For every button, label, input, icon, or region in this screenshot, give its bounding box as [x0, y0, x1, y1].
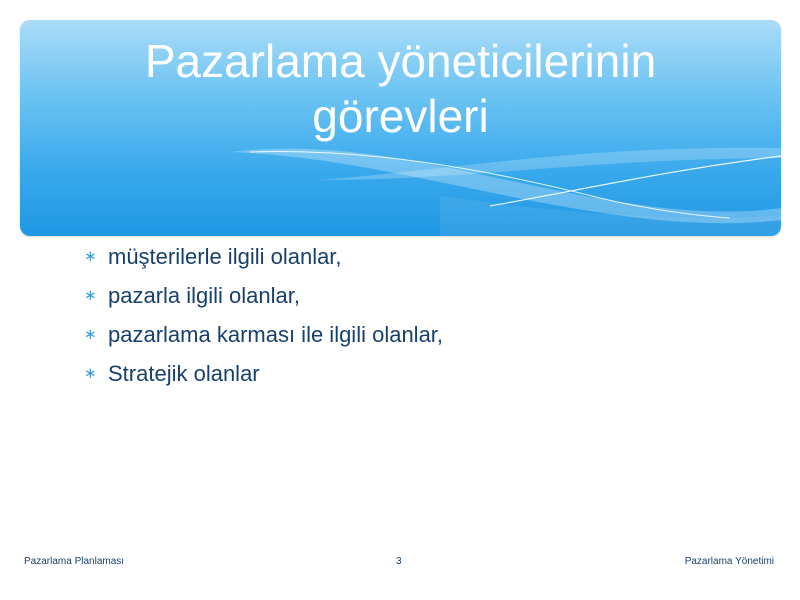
slide-title-line-1: Pazarlama yöneticilerinin [144, 35, 657, 87]
bullet-text: müşterilerle ilgili olanlar, [108, 244, 342, 269]
asterisk-bullet-icon: ∗ [84, 248, 97, 265]
footer-right-text: Pazarlama Yönetimi [684, 556, 774, 567]
bullet-list [84, 241, 764, 397]
bullet-text: pazarla ilgili olanlar, [108, 283, 300, 308]
title-banner [20, 20, 781, 236]
asterisk-bullet-icon: ∗ [84, 287, 97, 304]
page-number: 3 [396, 556, 402, 567]
slide-title [20, 34, 781, 144]
bullet-item [84, 280, 764, 319]
slide-title-line-2: görevleri [312, 90, 489, 142]
bullet-item [84, 319, 764, 358]
bullet-text: pazarlama karması ile ilgili olanlar, [108, 322, 444, 347]
bullet-item [84, 241, 764, 280]
asterisk-bullet-icon: ∗ [84, 326, 97, 343]
bullet-text: Stratejik olanlar [108, 361, 260, 386]
asterisk-bullet-icon: ∗ [84, 365, 97, 382]
footer-left-text: Pazarlama Planlaması [24, 556, 125, 567]
bullet-item [84, 358, 764, 397]
